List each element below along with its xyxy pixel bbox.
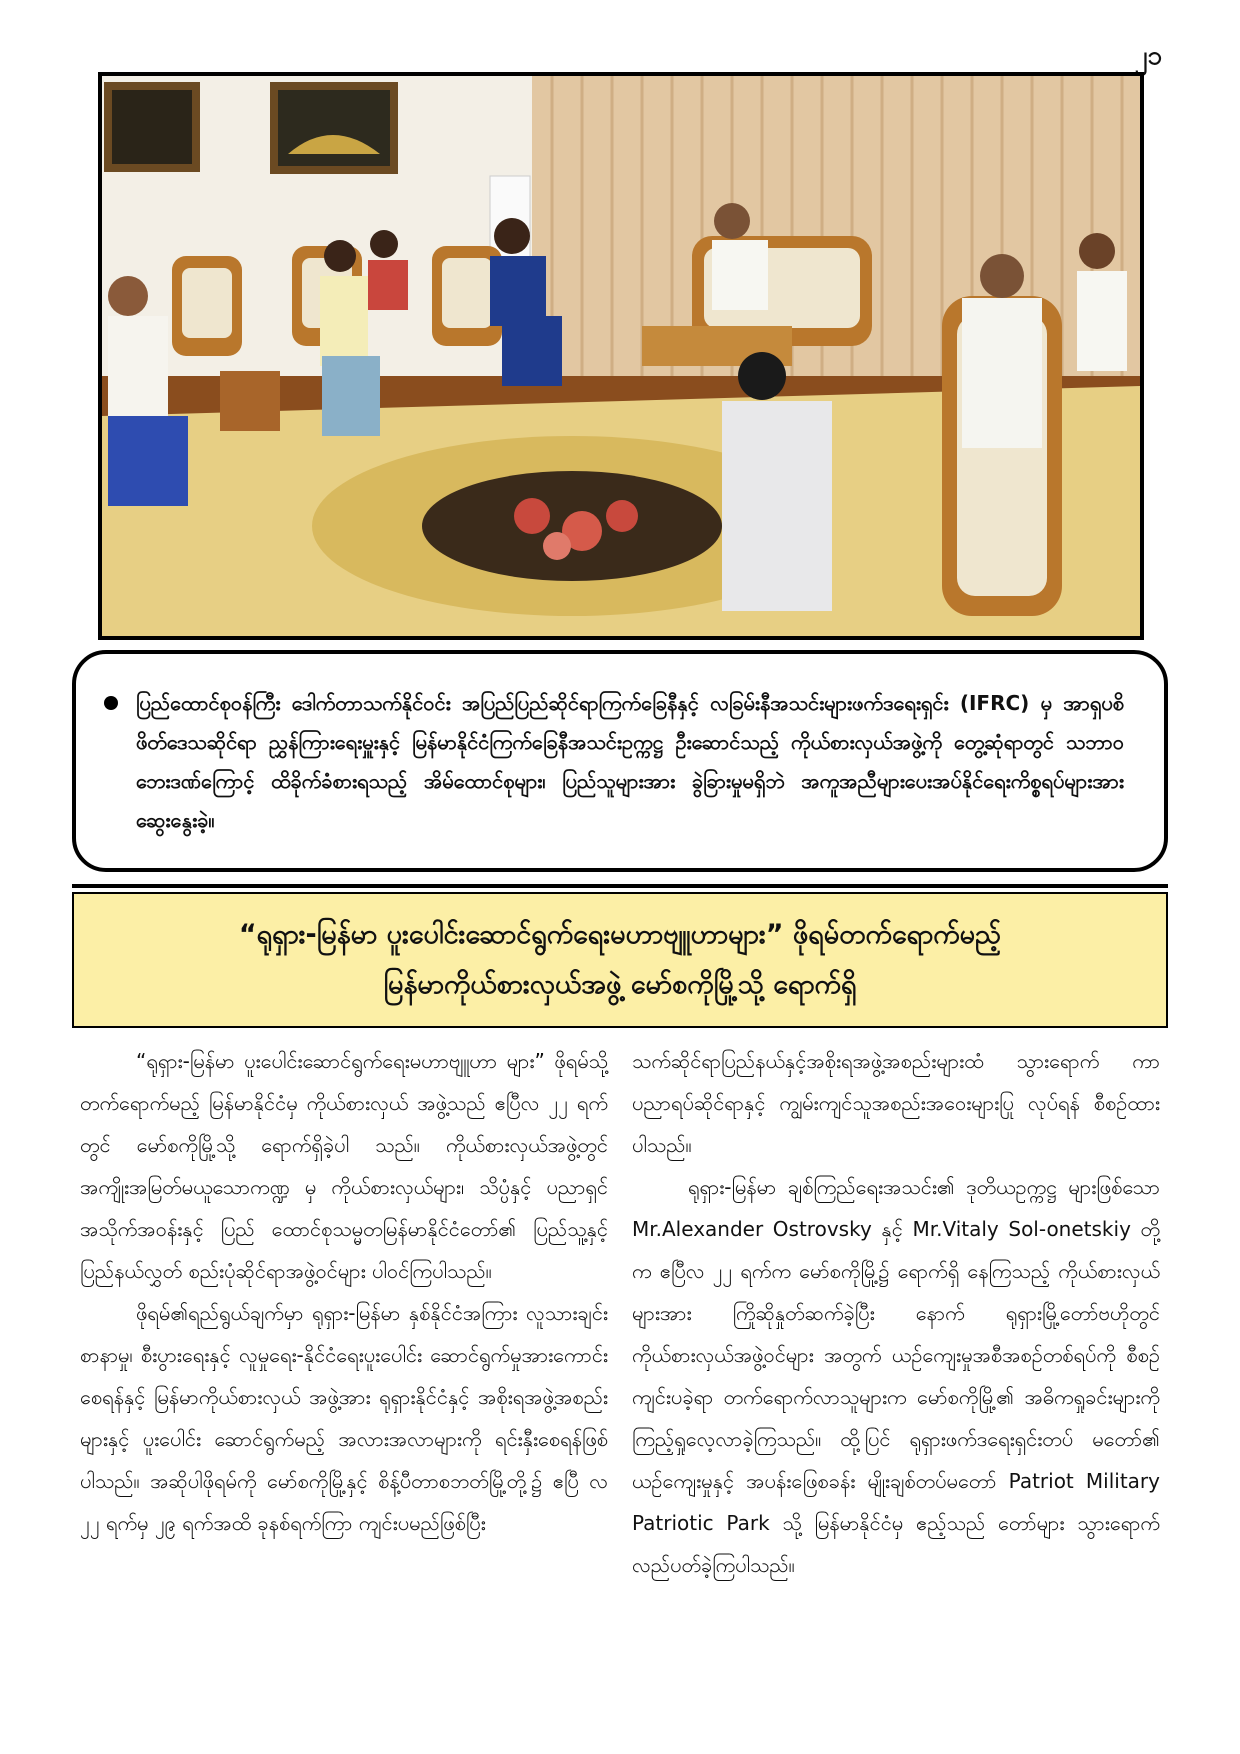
bullet-icon	[104, 696, 118, 710]
article-paragraph: ရုရှား-မြန်မာ ချစ်ကြည်ရေးအသင်း၏ ဒုတိယဥက္ကဋ္ဌ များဖြစ်သော Mr.Alexander Ostrovsky နှင့် Mr.Vitaly Sol-onetskiy တို့က ဧပြီလ ၂၂ ရက်က မော်စကိုမြို့၌ ရောက်ရှိ နေကြသည့် ကိုယ်စားလှယ်များအား ကြိုဆိုနှုတ်ဆက်ခဲ့ပြီး နောက် ရုရှားမြို့တော်ဗဟိုတွင် ကိုယ်စားလှယ်အဖွဲ့ဝင်များ အတွက် ယဉ်ကျေးမှုအစီအစဉ်တစ်ရပ်ကို စီစဉ်ကျင်းပခဲ့ရာ တက်ရောက်လာသူများက မော်စကိုမြို့၏ အဓိကရှုခင်းများကို ကြည့်ရှုလေ့လာခဲ့ကြသည်။ ထို့ပြင် ရုရှားဖက်ဒရေးရှင်းတပ် မတော်၏ ယဉ်ကျေးမှုနှင့် အပန်းဖြေစခန်း မျိုးချစ်တပ်မတော် Patriot Military Patriotic Park သို့ မြန်မာနိုင်ငံမှ ဧည့်သည် တော်များ သွားရောက်လည်ပတ်ခဲ့ကြပါသည်။	[632, 1175, 1160, 1577]
divider	[72, 884, 1168, 888]
article-headline	[72, 892, 1168, 1028]
meeting-photo-illustration	[102, 76, 1140, 636]
page-number: ၂၁	[1134, 41, 1162, 71]
meeting-photo	[98, 72, 1144, 640]
photo-caption: ပြည်ထောင်စုဝန်ကြီး ဒေါက်တာသက်နိုင်ဝင်း အပြည်ပြည်ဆိုင်ရာကြက်ခြေနီနှင့် လခြမ်းနီအသင်းများဖက်ဒရေးရှင်း (IFRC) မှ အာရှပစိဖိတ်ဒေသဆိုင်ရာ ညွှန်ကြားရေးမှူးနှင့် မြန်မာနိုင်ငံကြက်ခြေနီအသင်းဥက္ကဋ္ဌ ဦးဆောင်သည့် ကိုယ်စားလှယ်အဖွဲ့ကို တွေ့ဆုံရာတွင် သဘာဝဘေးဒဏ်ကြောင့် ထိခိုက်ခံစားရသည့် အိမ်ထောင်စုများ၊ ပြည်သူများအား ခွဲခြားမှုမရှိဘဲ အကူအညီများပေးအပ်နိုင်ရေးကိစ္စရပ်များအား ဆွေးနွေးခဲ့။	[136, 691, 1124, 832]
headline-line-1: “ရုရှား-မြန်မာ ပူးပေါင်းဆောင်ရွက်ရေးမဟာဗျူဟာများ” ဖိုရမ်တက်ရောက်မည့်	[238, 919, 1002, 950]
article-paragraph: “ရုရှား-မြန်မာ ပူးပေါင်းဆောင်ရွက်ရေးမဟာဗျူဟာ များ” ဖိုရမ်သို့ တက်ရောက်မည့် မြန်မာနိုင်ငံမှ ကိုယ်စားလှယ် အဖွဲ့သည် ဧပြီလ ၂၂ ရက်တွင် မော်စကိုမြို့သို့ ရောက်ရှိခဲ့ပါ သည်။ ကိုယ်စားလှယ်အဖွဲ့တွင် အကျိုးအမြတ်မယူသောကဏ္ဍ မှ ကိုယ်စားလှယ်များ၊ သိပ္ပံနှင့် ပညာရှင်အသိုက်အဝန်းနှင့် ပြည် ထောင်စုသမ္မတမြန်မာနိုင်ငံတော်၏ ပြည်သူ့နှင့် ပြည်နယ်လွှတ် စည်းပုံဆိုင်ရာအဖွဲ့ဝင်များ ပါဝင်ကြပါသည်။	[80, 1049, 608, 1283]
article-column-left	[80, 1040, 608, 1544]
article-paragraph: သက်ဆိုင်ရာပြည်နယ်နှင့်အစိုးရအဖွဲ့အစည်းများထံ သွားရောက် ကာ ပညာရပ်ဆိုင်ရာနှင့် ကျွမ်းကျင်သူအစည်းအဝေးများပြု လုပ်ရန် စီစဉ်ထားပါသည်။	[632, 1049, 1160, 1157]
headline-line-2: မြန်မာကိုယ်စားလှယ်အဖွဲ့ မော်စကိုမြို့သို့ ရောက်ရှိ	[383, 969, 857, 1000]
article-column-right	[632, 1040, 1160, 1586]
photo-caption-box	[72, 650, 1168, 872]
article-paragraph: ဖိုရမ်၏ရည်ရွယ်ချက်မှာ ရုရှား-မြန်မာ နှစ်နိုင်ငံအကြား လူသားချင်းစာနာမှု၊ စီးပွားရေးနှင့် လူမှုရေး-နိုင်ငံရေးပူးပေါင်း ဆောင်ရွက်မှုအားကောင်းစေရန်နှင့် မြန်မာကိုယ်စားလှယ် အဖွဲ့အား ရုရှားနိုင်ငံနှင့် အစိုးရအဖွဲ့အစည်းများနှင့် ပူးပေါင်း ဆောင်ရွက်မည့် အလားအလာများကို ရင်းနှီးစေရန်ဖြစ်ပါသည်။ အဆိုပါဖိုရမ်ကို မော်စကိုမြို့နှင့် စိန့်ပီတာစဘတ်မြို့တို့၌ ဧပြီ လ ၂၂ ရက်မှ ၂၉ ရက်အထိ ခုနစ်ရက်ကြာ ကျင်းပမည်ဖြစ်ပြီး	[80, 1301, 608, 1535]
